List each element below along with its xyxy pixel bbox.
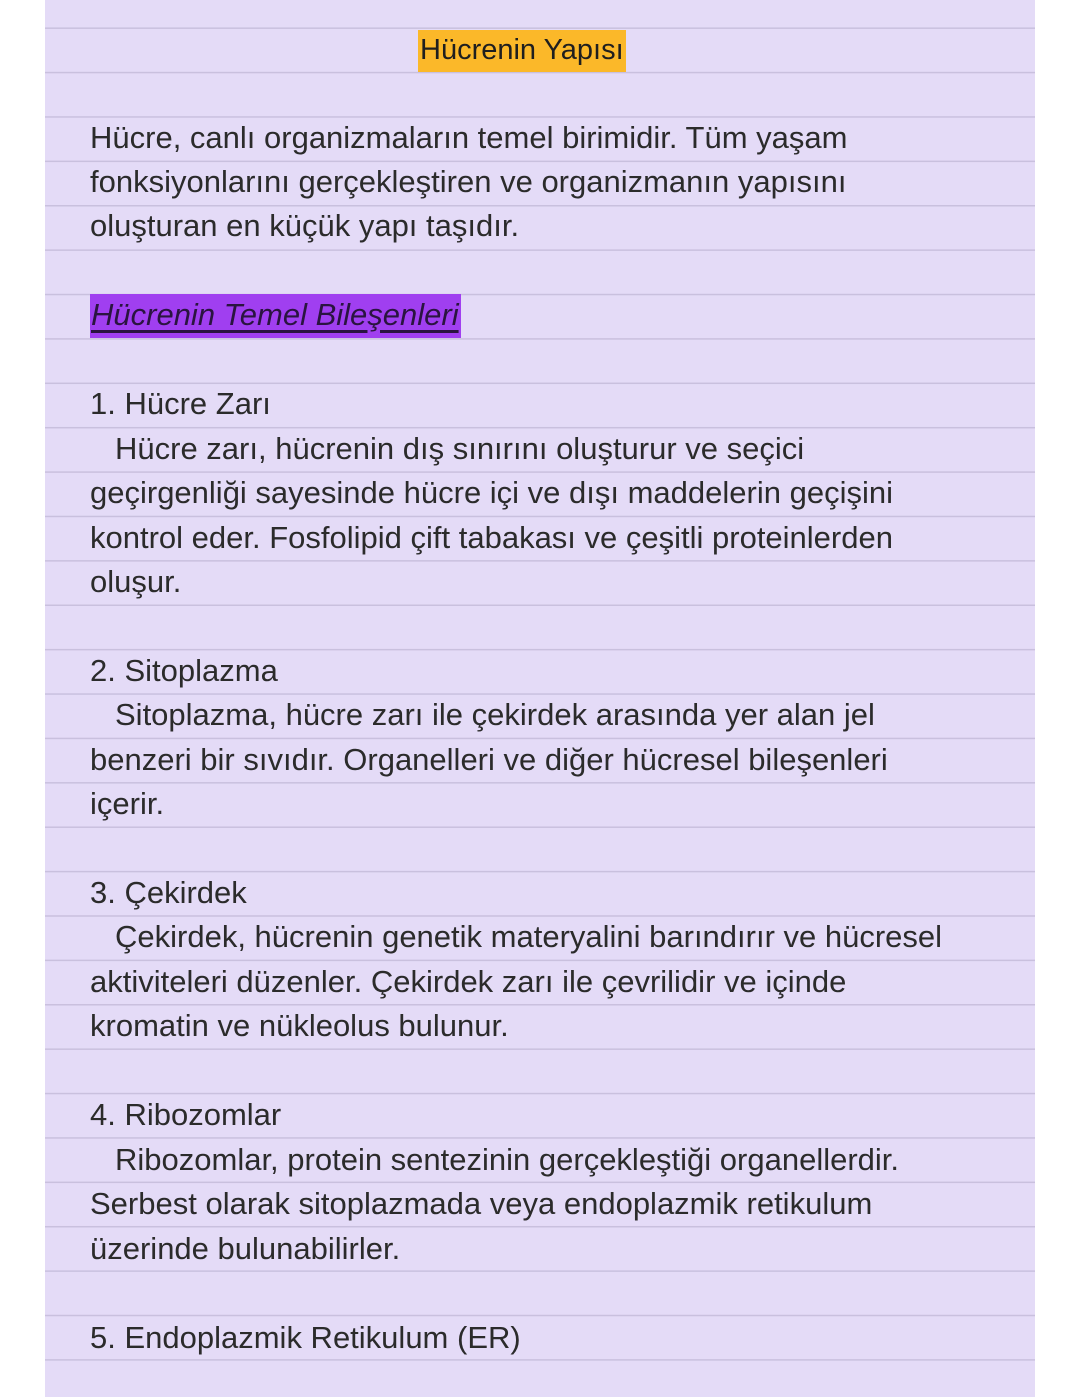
item-text-line: Ribozomlar, protein sentezinin gerçekleştiği organellerdir.	[115, 1142, 900, 1177]
item-text-line: Serbest olarak sitoplazmada veya endoplazmik retikulum	[90, 1186, 873, 1221]
intro-line: fonksiyonlarını gerçekleştiren ve organizmanın yapısını	[90, 164, 847, 199]
item-heading: 1. Hücre Zarı	[90, 386, 271, 421]
item-text-line: Hücre zarı, hücrenin dış sınırını oluşturur ve seçici	[115, 431, 805, 466]
item-text-line: aktiviteleri düzenler. Çekirdek zarı ile çevrilidir ve içinde	[90, 964, 847, 999]
item-text-line: kromatin ve nükleolus bulunur.	[90, 1008, 509, 1043]
title-row	[418, 28, 626, 72]
item-heading: 5. Endoplazmik Retikulum (ER)	[90, 1320, 521, 1355]
item-heading: 2. Sitoplazma	[90, 653, 278, 688]
item-text-line: benzeri bir sıvıdır. Organelleri ve diğer hücresel bileşenleri	[90, 742, 888, 777]
item-heading: 3. Çekirdek	[90, 875, 247, 910]
section-heading-row	[90, 293, 461, 337]
item-text-line: oluşur.	[90, 564, 182, 599]
page-title: Hücrenin Yapısı	[418, 30, 626, 72]
item-text-line: Sitoplazma, hücre zarı ile çekirdek arasında yer alan jel	[115, 697, 875, 732]
section-heading: Hücrenin Temel Bileşenleri	[90, 294, 461, 338]
note-page	[45, 0, 1035, 1397]
item-heading: 4. Ribozomlar	[90, 1097, 282, 1132]
item-text-line: üzerinde bulunabilirler.	[90, 1231, 401, 1266]
item-text-line: kontrol eder. Fosfolipid çift tabakası ve çeşitli proteinlerden	[90, 520, 893, 555]
intro-line: Hücre, canlı organizmaların temel birimidir. Tüm yaşam	[90, 120, 848, 155]
item-text-line: geçirgenliği sayesinde hücre içi ve dışı maddelerin geçişini	[90, 475, 893, 510]
intro-line: oluşturan en küçük yapı taşıdır.	[90, 208, 520, 243]
item-text-line: Çekirdek, hücrenin genetik materyalini barındırır ve hücresel	[115, 919, 943, 954]
item-text-line: içerir.	[90, 786, 165, 821]
